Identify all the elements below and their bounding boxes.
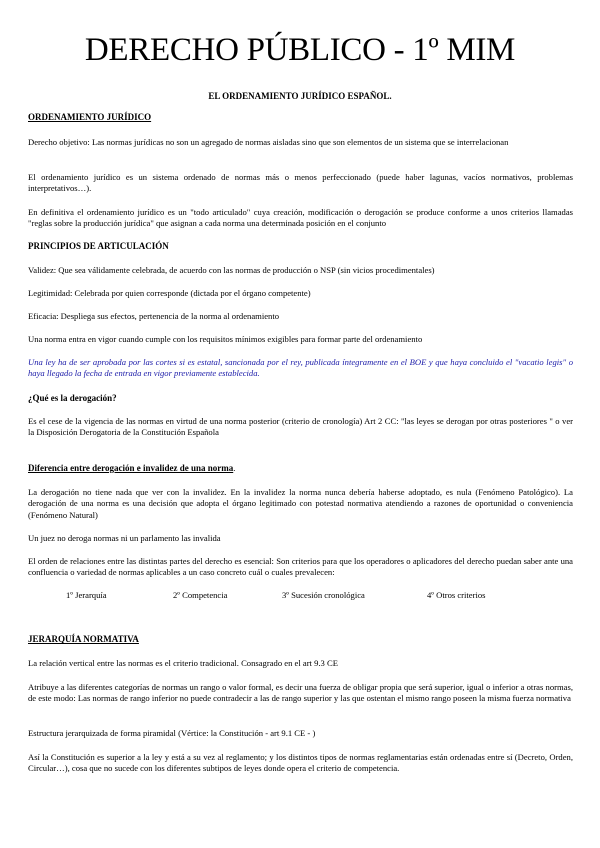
paragraph-orden-relaciones: El orden de relaciones entre las distintas partes del derecho es esencial: Son criterios para que los operadores o aplicadores del derecho puedan saber ante una confluencia o variedad de normas aplicables a un caso concreto cuál o cuales prevalecen: (28, 556, 573, 578)
paragraph-estructura-piramidal: Estructura jerarquizada de forma piramidal (Vértice: la Constitución - art 9.1 CE - ) (28, 728, 316, 738)
heading-diferencia-period: . (233, 463, 236, 473)
criterion-jerarquia: 1º Jerarquía (66, 590, 107, 600)
document-title: DERECHO PÚBLICO - 1º MIM (84, 32, 516, 68)
criterion-otros: 4º Otros criterios (427, 590, 486, 600)
paragraph-eficacia: Eficacia: Despliega sus efectos, pertenencia de la norma al ordenamiento (28, 311, 280, 321)
paragraph-todo-articulado: En definitiva el ordenamiento jurídico es un "todo articulado" cuya creación, modificación o derogación se produce conforme a unos criterios llamadas "reglas sobre la producción jurídica" que asignan a cada norma una determinada posición en el conjunto (28, 207, 573, 229)
heading-ordenamiento: ORDENAMIENTO JURÍDICO (28, 112, 152, 122)
paragraph-validez: Validez: Que sea válidamente celebrada, de acuerdo con las normas de producción o NSP (sin vicios procedimentales) (28, 265, 435, 275)
paragraph-ley-aprobada-note: Una ley ha de ser aprobada por las cortes si es estatal, sancionada por el rey, publicada íntegramente en el BOE y que haya concluido el "vacatio legis" o haya llegado la fecha de entrada en vigor previamente establecida. (28, 357, 573, 379)
paragraph-juez: Un juez no deroga normas ni un parlamento las invalida (28, 533, 221, 543)
paragraph-constitucion-superior: Así la Constitución es superior a la ley y está a su vez al reglamento; y los distintos tipos de normas reglamentarias están ordenadas entre sí (Decreto, Orden, Circular…), cosa que no sucede con los diferentes subtipos de leyes donde opera el criterio de competencia. (28, 752, 573, 774)
criterion-sucesion-cronologica: 3º Sucesión cronológica (282, 590, 365, 600)
heading-principios: PRINCIPIOS DE ARTICULACIÓN (28, 241, 169, 251)
heading-diferencia: Diferencia entre derogación e invalidez de una norma (28, 463, 234, 473)
paragraph-derogacion-definicion: Es el cese de la vigencia de las normas en virtud de una norma posterior (criterio de cronología) Art 2 CC: "las leyes se derogan por otras posteriores " o ver la Disposición Derogatoria de la Constitución Española (28, 416, 573, 438)
paragraph-derogacion-invalidez: La derogación no tiene nada que ver con la invalidez. En la invalidez la norma nunca debería haberse adoptado, es nula (Fenómeno Patológico). La derogación de una norma es una decisión que adopta el órgano legitimado con potestad normativa atendiendo a razones de oportunidad o conveniencia (Fenómeno Natural) (28, 487, 573, 520)
document-subtitle: EL ORDENAMIENTO JURÍDICO ESPAÑOL. (208, 91, 392, 101)
heading-jerarquia-normativa: JERARQUÍA NORMATIVA (28, 634, 139, 644)
heading-derogacion: ¿Qué es la derogación? (28, 393, 117, 403)
criterion-competencia: 2º Competencia (173, 590, 228, 600)
paragraph-vigor: Una norma entra en vigor cuando cumple con los requisitos mínimos exigibles para formar parte del ordenamiento (28, 334, 423, 344)
paragraph-ordenamiento-sistema: El ordenamiento jurídico es un sistema ordenado de normas más o menos perfeccionado (puede haber lagunas, vacíos normativos, problemas interpretativos…). (28, 172, 573, 194)
paragraph-derecho-objetivo: Derecho objetivo: Las normas jurídicas no son un agregado de normas aisladas sino que son elementos de un sistema que se interrelacionan (28, 137, 509, 147)
paragraph-relacion-vertical: La relación vertical entre las normas es el criterio tradicional. Consagrado en el art 9.3 CE (28, 658, 338, 668)
paragraph-legitimidad: Legitimidad: Celebrada por quien corresponde (dictada por el órgano competente) (28, 288, 311, 298)
paragraph-rango-formal: Atribuye a las diferentes categorías de normas un rango o valor formal, es decir una fuerza de obligar propia que será superior, igual o inferior a otras normas, de este modo: Las normas de rango inferior no puede contradecir a las de rango superior y las que ostentan el mismo rango poseen la misma fuerza normativa (28, 682, 573, 704)
heading-diferencia-line (28, 463, 573, 474)
